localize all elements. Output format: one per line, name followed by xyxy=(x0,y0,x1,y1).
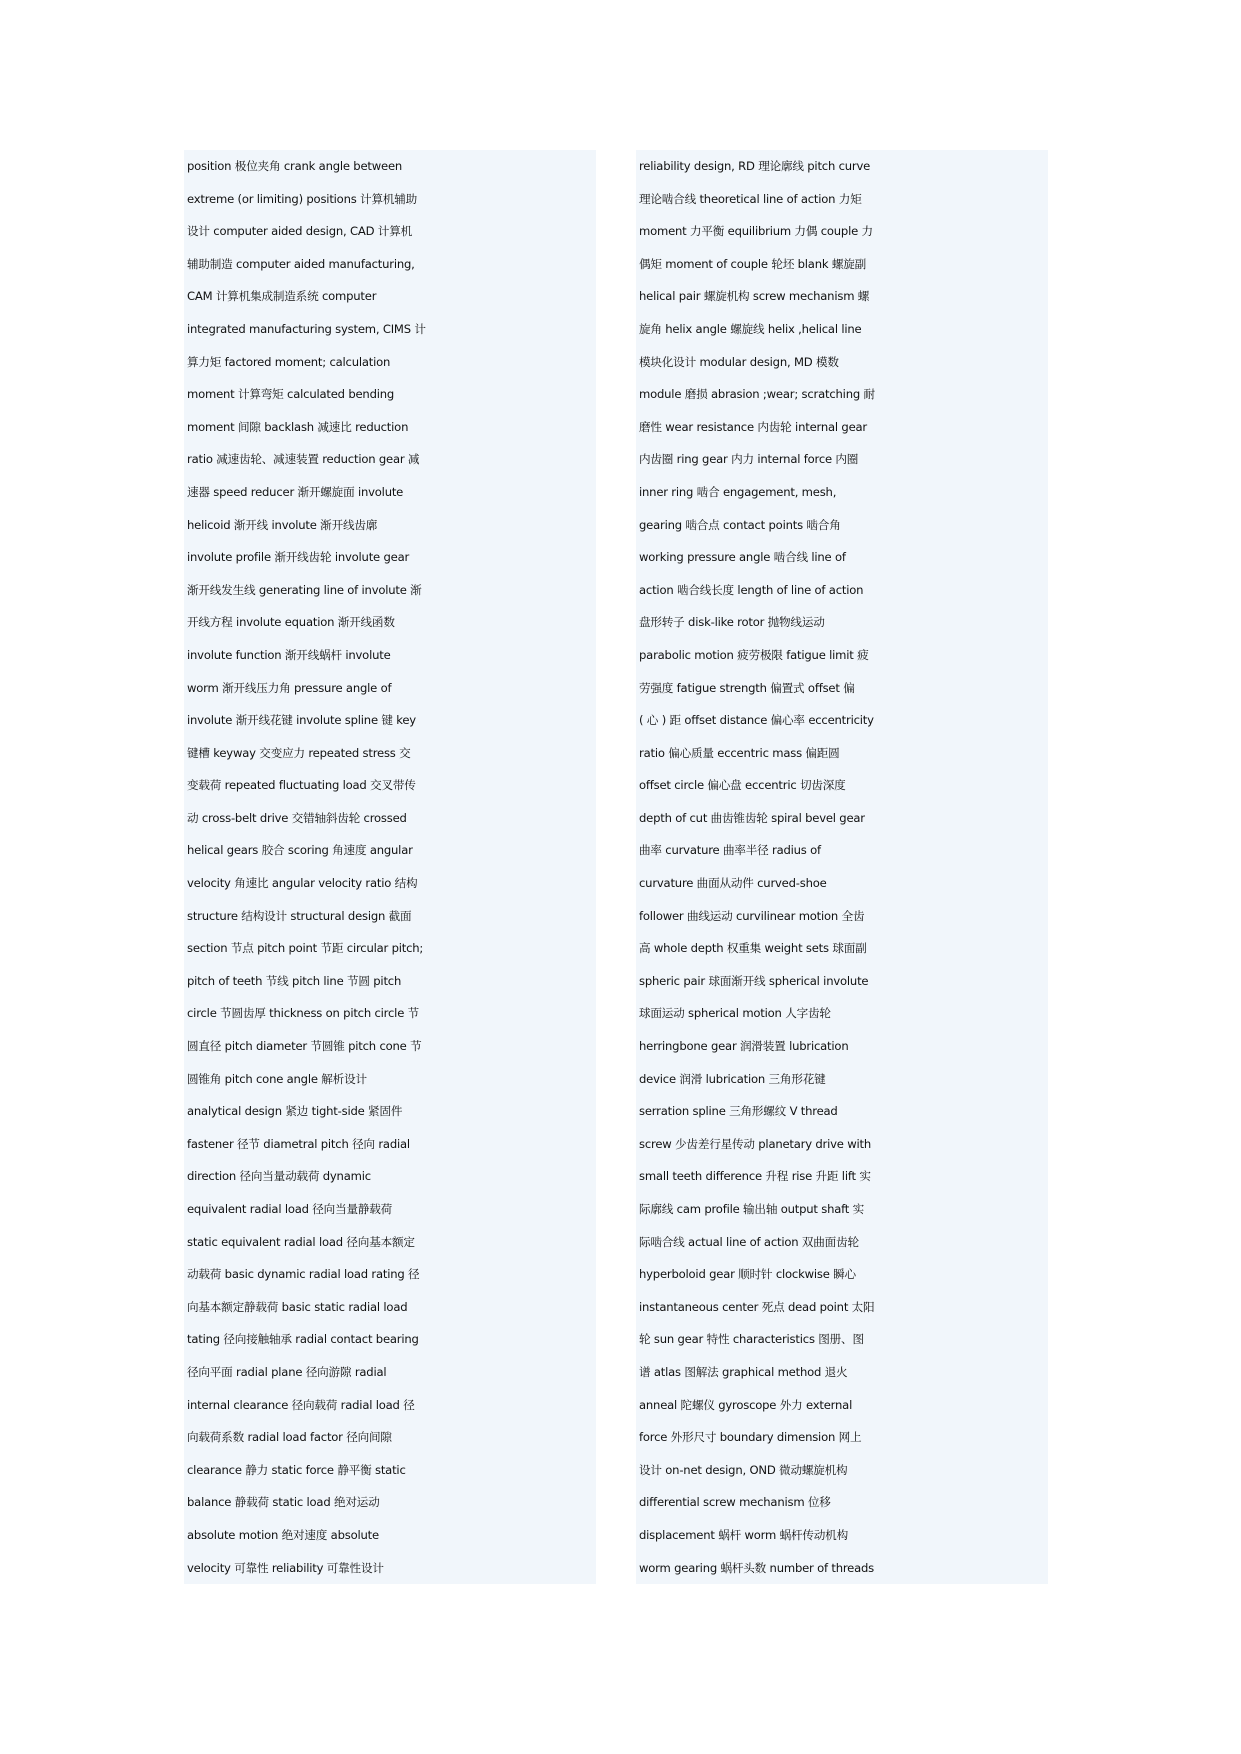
text-line: section 节点 pitch point 节距 circular pitch; xyxy=(187,941,424,956)
text-line: serration spline 三角形螺纹 V thread xyxy=(639,1104,838,1119)
text-line: action 啮合线长度 length of line of action xyxy=(639,582,864,597)
text-line: 偶矩 moment of couple 轮坯 blank 螺旋副 xyxy=(639,256,867,271)
text-line: 盘形转子 disk-like rotor 抛物线运动 xyxy=(639,615,825,630)
text-line: 动 cross-belt drive 交错轴斜齿轮 crossed xyxy=(187,810,407,825)
text-line: 谱 atlas 图解法 graphical method 退火 xyxy=(639,1364,848,1379)
text-line: spheric pair 球面渐开线 spherical involute xyxy=(639,973,869,988)
text-line: pitch of teeth 节线 pitch line 节圆 pitch xyxy=(187,973,402,988)
text-line: differential screw mechanism 位移 xyxy=(639,1495,831,1510)
text-line: 算力矩 factored moment; calculation xyxy=(187,354,391,369)
text-line: analytical design 紧边 tight-side 紧固件 xyxy=(187,1104,403,1119)
text-line: extreme (or limiting) positions 计算机辅助 xyxy=(187,191,418,206)
text-line: 渐开线发生线 generating line of involute 渐 xyxy=(187,582,422,597)
text-line: anneal 陀螺仪 gyroscope 外力 external xyxy=(639,1397,853,1412)
text-line: involute profile 渐开线齿轮 involute gear xyxy=(187,550,410,565)
text-line: worm 渐开线压力角 pressure angle of xyxy=(187,680,392,695)
text-line: ratio 减速齿轮、减速装置 reduction gear 减 xyxy=(187,452,420,467)
text-line: 模块化设计 modular design, MD 模数 xyxy=(639,354,839,369)
text-line: 旋角 helix angle 螺旋线 helix ,helical line xyxy=(639,321,862,336)
text-line: helicoid 渐开线 involute 渐开线齿廓 xyxy=(187,517,378,532)
text-line: herringbone gear 润滑装置 lubrication xyxy=(639,1039,849,1054)
text-line: module 磨损 abrasion ;wear; scratching 耐 xyxy=(639,387,875,402)
text-line: 理论啮合线 theoretical line of action 力矩 xyxy=(639,191,862,206)
text-line: depth of cut 曲齿锥齿轮 spiral bevel gear xyxy=(639,810,865,825)
text-line: moment 力平衡 equilibrium 力偶 couple 力 xyxy=(639,224,873,239)
text-line: 际廓线 cam profile 输出轴 output shaft 实 xyxy=(639,1202,865,1216)
text-line: 高 whole depth 权重集 weight sets 球面副 xyxy=(639,941,867,956)
text-line: hyperboloid gear 顺时针 clockwise 瞬心 xyxy=(639,1267,856,1282)
text-line: absolute motion 绝对速度 absolute xyxy=(187,1527,379,1542)
text-line: 际啮合线 actual line of action 双曲面齿轮 xyxy=(639,1234,859,1249)
text-line: 圆锥角 pitch cone angle 解析设计 xyxy=(187,1071,367,1086)
left-text-column xyxy=(184,150,596,1584)
text-line: inner ring 啮合 engagement, mesh, xyxy=(639,484,837,499)
text-line: velocity 角速比 angular velocity ratio 结构 xyxy=(187,876,418,891)
text-line: internal clearance 径向载荷 radial load 径 xyxy=(187,1397,415,1412)
text-line: balance 静载荷 static load 绝对运动 xyxy=(187,1495,380,1510)
text-line: ( 心 ) 距 offset distance 偏心率 eccentricity xyxy=(639,713,874,728)
text-line: static equivalent radial load 径向基本额定 xyxy=(187,1234,415,1249)
text-line: 向载荷系数 radial load factor 径向间隙 xyxy=(187,1430,392,1445)
text-line: circle 节圆齿厚 thickness on pitch circle 节 xyxy=(187,1006,420,1021)
text-line: 曲率 curvature 曲率半径 radius of xyxy=(639,843,821,858)
text-line: 内齿圈 ring gear 内力 internal force 内圈 xyxy=(639,452,859,467)
text-line: integrated manufacturing system, CIMS 计 xyxy=(187,321,426,336)
text-line: structure 结构设计 structural design 截面 xyxy=(187,908,412,923)
text-line: instantaneous center 死点 dead point 太阳 xyxy=(639,1299,875,1314)
text-line: 设计 on-net design, OND 微动螺旋机构 xyxy=(639,1462,848,1477)
text-line: parabolic motion 疲劳极限 fatigue limit 疲 xyxy=(639,647,869,662)
text-line: involute 渐开线花键 involute spline 键 key xyxy=(187,713,416,728)
text-line: working pressure angle 啮合线 line of xyxy=(639,550,846,565)
text-line: force 外形尺寸 boundary dimension 网上 xyxy=(639,1430,862,1445)
text-line: curvature 曲面从动件 curved-shoe xyxy=(639,876,827,891)
text-line: 速器 speed reducer 渐开螺旋面 involute xyxy=(187,484,404,499)
text-line: 轮 sun gear 特性 characteristics 图册、图 xyxy=(639,1332,864,1347)
text-line: clearance 静力 static force 静平衡 static xyxy=(187,1462,406,1477)
text-line: gearing 啮合点 contact points 啮合角 xyxy=(639,517,841,532)
text-line: follower 曲线运动 curvilinear motion 全齿 xyxy=(639,908,865,923)
text-line: device 润滑 lubrication 三角形花键 xyxy=(639,1071,826,1086)
text-line: helical pair 螺旋机构 screw mechanism 螺 xyxy=(639,289,870,304)
text-line: 开线方程 involute equation 渐开线函数 xyxy=(187,615,395,630)
text-line: CAM 计算机集成制造系统 computer xyxy=(187,289,377,304)
text-line: tating 径向接触轴承 radial contact bearing xyxy=(187,1332,419,1347)
text-line: moment 间隙 backlash 减速比 reduction xyxy=(187,419,409,434)
text-line: direction 径向当量动载荷 dynamic xyxy=(187,1169,371,1184)
text-line: small teeth difference 升程 rise 升距 lift 实 xyxy=(639,1169,871,1184)
text-line: 圆直径 pitch diameter 节圆锥 pitch cone 节 xyxy=(187,1039,422,1054)
text-line: displacement 蜗杆 worm 蜗杆传动机构 xyxy=(639,1527,848,1542)
text-line: 球面运动 spherical motion 人字齿轮 xyxy=(639,1006,831,1021)
text-line: 动载荷 basic dynamic radial load rating 径 xyxy=(187,1267,420,1282)
text-line: 设计 computer aided design, CAD 计算机 xyxy=(187,224,412,239)
text-line: reliability design, RD 理论廓线 pitch curve xyxy=(639,159,871,173)
text-line: position 极位夹角 crank angle between xyxy=(187,159,403,173)
text-line: involute function 渐开线蜗杆 involute xyxy=(187,647,391,662)
text-line: 磨性 wear resistance 内齿轮 internal gear xyxy=(639,419,867,434)
text-line: velocity 可靠性 reliability 可靠性设计 xyxy=(187,1560,384,1575)
text-line: screw 少齿差行星传动 planetary drive with xyxy=(639,1136,872,1151)
text-line: 辅助制造 computer aided manufacturing, xyxy=(187,256,415,271)
right-text-column xyxy=(636,150,1048,1584)
text-line: fastener 径节 diametral pitch 径向 radial xyxy=(187,1136,410,1151)
text-line: 键槽 keyway 交变应力 repeated stress 交 xyxy=(187,745,411,760)
text-line: ratio 偏心质量 eccentric mass 偏距圆 xyxy=(639,745,840,760)
text-line: 变载荷 repeated fluctuating load 交叉带传 xyxy=(187,778,416,793)
text-line: moment 计算弯矩 calculated bending xyxy=(187,387,395,402)
text-line: 向基本额定静载荷 basic static radial load xyxy=(187,1299,408,1314)
text-line: 劳强度 fatigue strength 偏置式 offset 偏 xyxy=(639,680,855,695)
text-line: worm gearing 蜗杆头数 number of threads xyxy=(639,1560,874,1575)
text-line: offset circle 偏心盘 eccentric 切齿深度 xyxy=(639,778,846,793)
text-line: helical gears 胶合 scoring 角速度 angular xyxy=(187,843,413,858)
text-line: equivalent radial load 径向当量静载荷 xyxy=(187,1202,393,1216)
text-line: 径向平面 radial plane 径向游隙 radial xyxy=(187,1364,387,1379)
